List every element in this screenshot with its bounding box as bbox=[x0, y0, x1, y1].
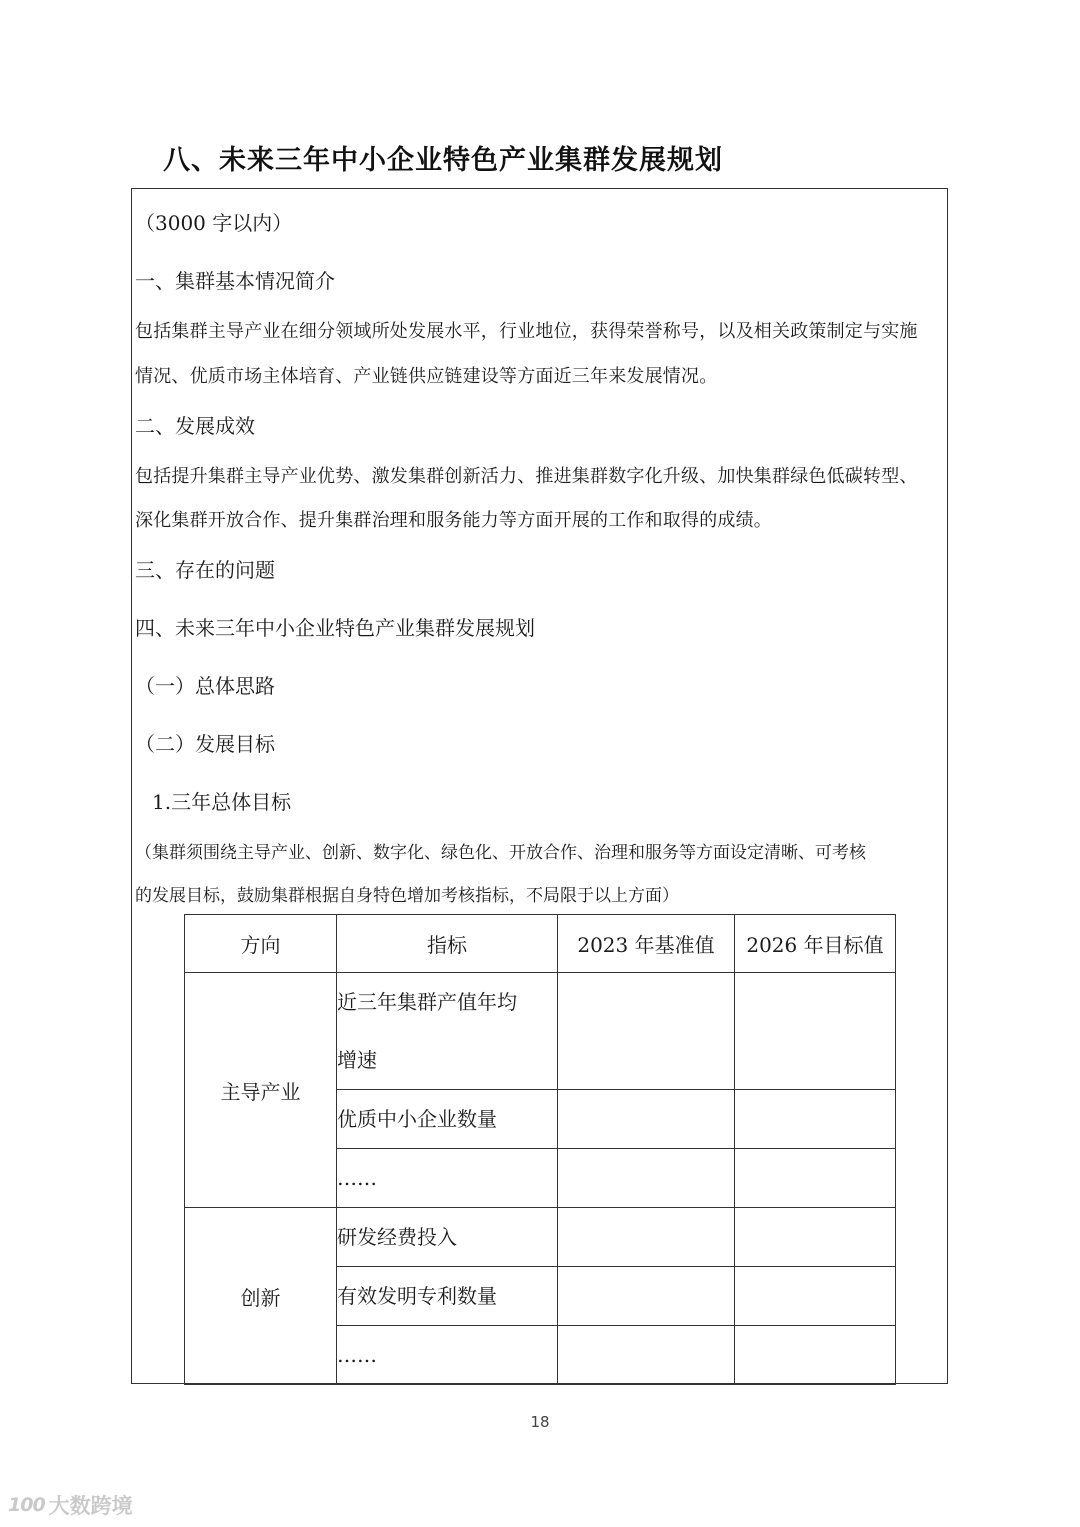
watermark-logo-icon: 100 bbox=[8, 1494, 45, 1516]
direction-cell-innovation: 创新 bbox=[185, 1208, 337, 1385]
header-2023-baseline: 2023 年基准值 bbox=[558, 915, 735, 973]
baseline-value-cell bbox=[558, 1267, 735, 1326]
header-direction: 方向 bbox=[185, 915, 337, 973]
indicator-cell: …… bbox=[337, 1149, 558, 1208]
target-value-cell bbox=[735, 1208, 896, 1267]
subheading-overall-approach: （一）总体思路 bbox=[135, 674, 275, 698]
baseline-value-cell bbox=[558, 1208, 735, 1267]
table-row bbox=[185, 1208, 896, 1267]
subheading-development-goals: （二）发展目标 bbox=[135, 732, 275, 756]
goals-note-line1: （集群须围绕主导产业、创新、数字化、绿色化、开放合作、治理和服务等方面设定清晰、可考核 bbox=[135, 843, 866, 863]
paragraph-achievements-line2: 深化集群开放合作、提升集群治理和服务能力等方面开展的工作和取得的成绩。 bbox=[135, 510, 772, 531]
heading-basic-info: 一、集群基本情况简介 bbox=[135, 269, 335, 293]
target-value-cell bbox=[735, 973, 896, 1090]
heading-plan: 四、未来三年中小企业特色产业集群发展规划 bbox=[135, 616, 535, 640]
heading-achievements: 二、发展成效 bbox=[135, 414, 255, 438]
paragraph-basic-info-line2: 情况、优质市场主体培育、产业链供应链建设等方面近三年来发展情况。 bbox=[135, 366, 718, 387]
paragraph-achievements-line1: 包括提升集群主导产业优势、激发集群创新活力、推进集群数字化升级、加快集群绿色低碳转型、 bbox=[135, 466, 918, 487]
indicator-line: 增速 bbox=[337, 1048, 377, 1072]
target-value-cell bbox=[735, 1267, 896, 1326]
watermark bbox=[8, 1490, 133, 1520]
indicator-cell bbox=[337, 973, 558, 1090]
target-value-cell bbox=[735, 1149, 896, 1208]
target-value-cell bbox=[735, 1326, 896, 1385]
header-indicator: 指标 bbox=[337, 915, 558, 973]
targets-table bbox=[184, 914, 896, 1385]
paragraph-basic-info-line1: 包括集群主导产业在细分领域所处发展水平，行业地位，获得荣誉称号，以及相关政策制定与实施 bbox=[135, 321, 918, 342]
goals-note-line2: 的发展目标，鼓励集群根据自身特色增加考核指标，不局限于以上方面） bbox=[135, 886, 679, 906]
header-2026-target: 2026 年目标值 bbox=[735, 915, 896, 973]
baseline-value-cell bbox=[558, 1326, 735, 1385]
baseline-value-cell bbox=[558, 1090, 735, 1149]
indicator-cell: 研发经费投入 bbox=[337, 1208, 558, 1267]
page-number: 18 bbox=[530, 1413, 550, 1431]
indicator-line: 近三年集群产值年均 bbox=[337, 990, 517, 1014]
item-three-year-goals: 1.三年总体目标 bbox=[152, 790, 292, 814]
word-limit-note: （3000 字以内） bbox=[135, 211, 293, 235]
section-title: 八、未来三年中小企业特色产业集群发展规划 bbox=[163, 145, 723, 176]
baseline-value-cell bbox=[558, 1149, 735, 1208]
indicator-cell: 优质中小企业数量 bbox=[337, 1090, 558, 1149]
table-row bbox=[185, 973, 896, 1090]
heading-problems: 三、存在的问题 bbox=[135, 558, 275, 582]
target-value-cell bbox=[735, 1090, 896, 1149]
baseline-value-cell bbox=[558, 973, 735, 1090]
table-header-row bbox=[185, 915, 896, 973]
direction-cell-leading-industry: 主导产业 bbox=[185, 973, 337, 1208]
indicator-cell: 有效发明专利数量 bbox=[337, 1267, 558, 1326]
indicator-cell: …… bbox=[337, 1326, 558, 1385]
watermark-text: 大数跨境 bbox=[48, 1494, 133, 1518]
content-box bbox=[131, 188, 948, 1384]
